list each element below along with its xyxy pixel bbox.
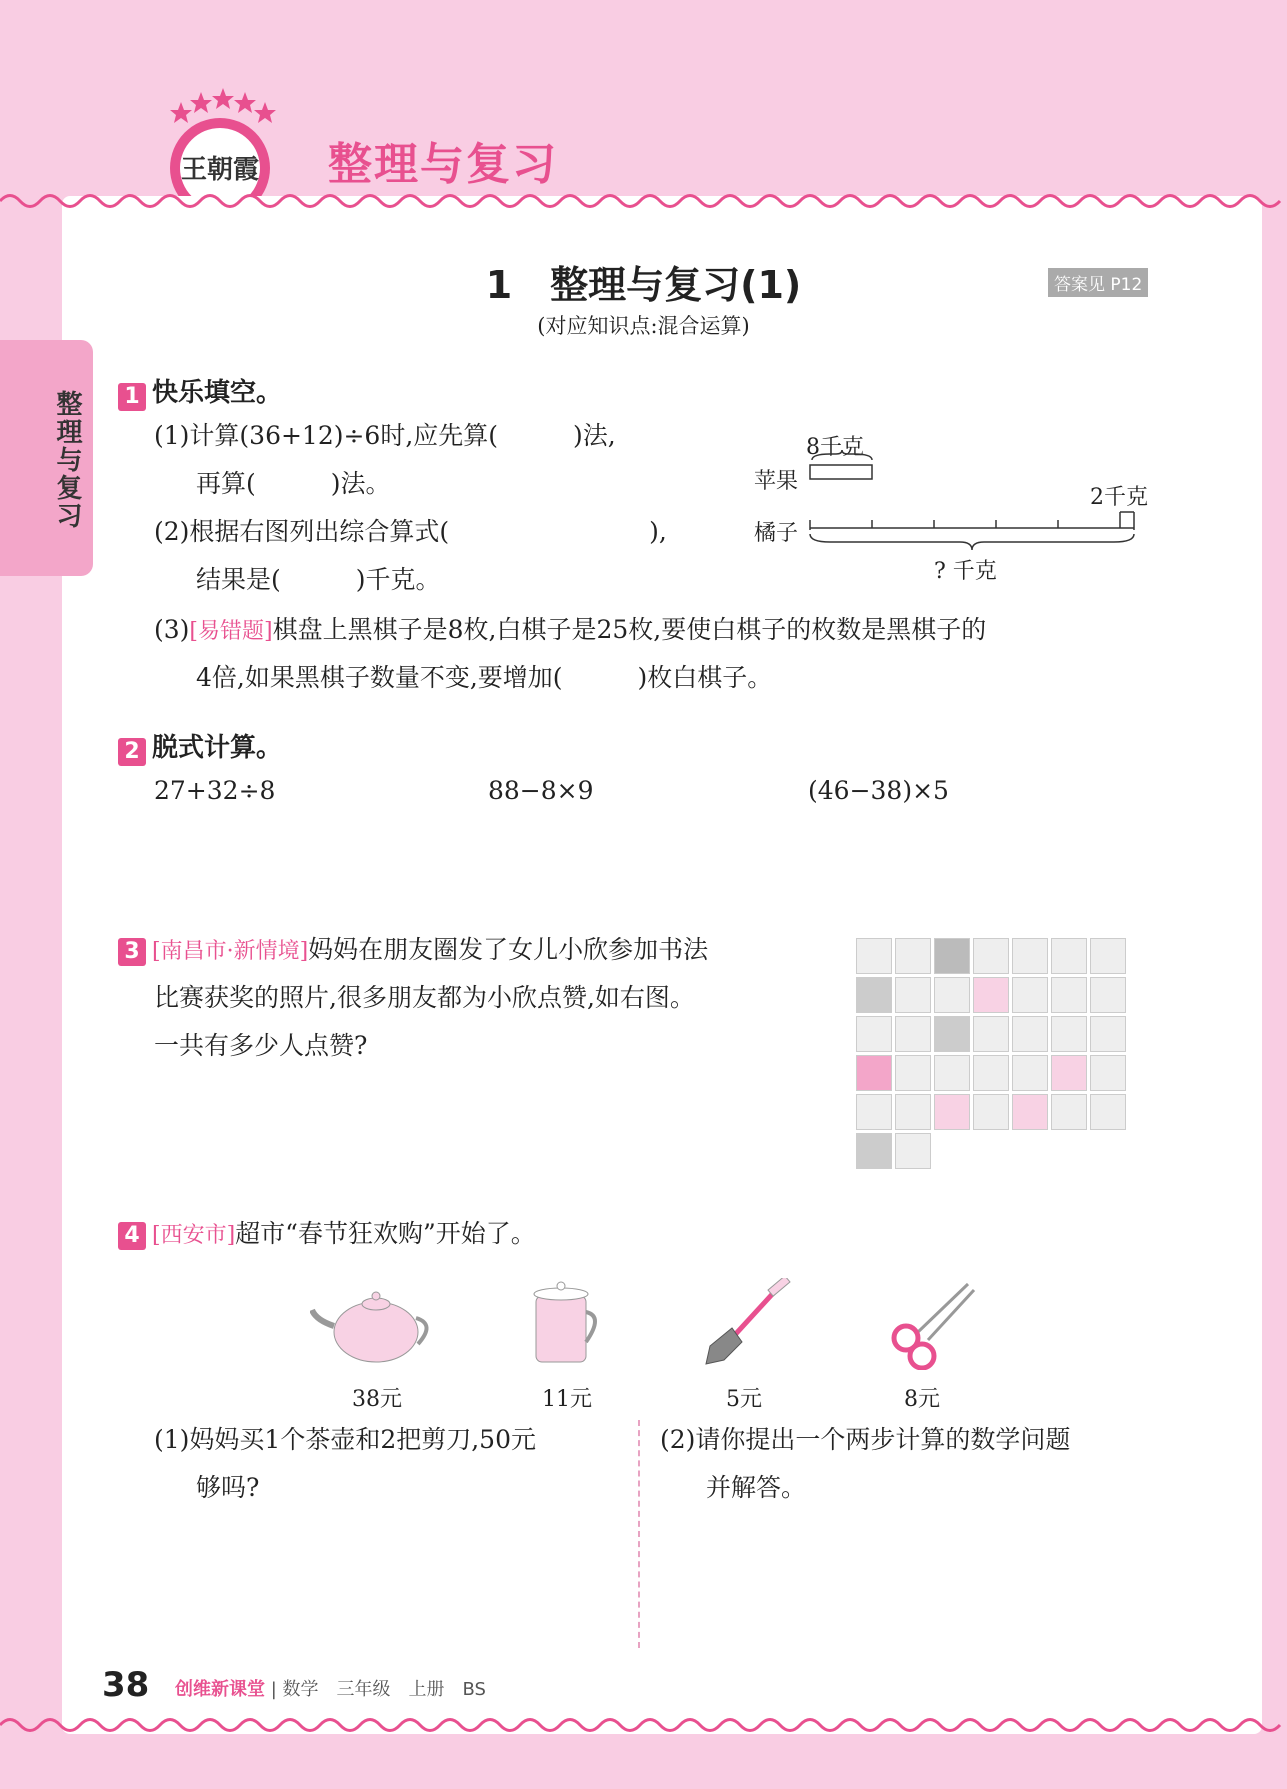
q4-part1-line1: (1)妈妈买1个茶壶和2把剪刀,50元 [154, 1425, 536, 1454]
orange-label: 橘子 [754, 521, 799, 546]
q4-part2-line2: 并解答。 [706, 1473, 807, 1502]
shovel-price: 5元 [726, 1387, 762, 1412]
line-segment-diagram [800, 450, 1140, 555]
q1-part1-line2: 再算( )法。 [196, 469, 391, 498]
lesson-title: 1 整理与复习(1) [485, 263, 802, 307]
part-prefix: (3) [154, 615, 190, 644]
question-3-line1 [118, 934, 708, 968]
question-heading: 脱式计算。 [152, 733, 283, 763]
cup-icon [528, 1278, 608, 1368]
question-number: 3 [118, 938, 146, 966]
total-weight-question: ? 千克 [934, 559, 997, 584]
teapot-icon [310, 1280, 440, 1370]
expression-1: 27+32÷8 [154, 776, 276, 805]
teapot-price: 38元 [352, 1387, 402, 1412]
q1-part3-line2: 4倍,如果黑棋子数量不变,要增加( )枚白棋子。 [196, 663, 773, 692]
shovel-icon [702, 1278, 802, 1370]
question-3-line2: 比赛获奖的照片,很多朋友都为小欣点赞,如右图。 [154, 983, 695, 1012]
region-tag: [西安市] [152, 1223, 236, 1248]
extra-weight-label: 2千克 [1090, 485, 1148, 510]
q4-part1-line2: 够吗? [196, 1473, 260, 1502]
svg-text:王朝霞: 王朝霞 [180, 155, 260, 185]
question-4-line [118, 1218, 536, 1252]
scissors-price: 8元 [904, 1387, 940, 1412]
q1-part1-line1: (1)计算(36+12)÷6时,应先算( )法, [154, 421, 616, 450]
question-2-header [118, 727, 282, 766]
q1-part2-line2: 结果是( )千克。 [196, 565, 441, 594]
expression-3: (46−38)×5 [808, 776, 949, 805]
page-number: 38 [102, 1665, 150, 1705]
expression-2: 88−8×9 [488, 776, 594, 805]
top-wave-border [0, 188, 1287, 214]
lesson-subtitle: (对应知识点:混合运算) [537, 314, 750, 338]
book-info [175, 1675, 486, 1701]
likes-avatar-grid [856, 938, 1132, 1174]
error-prone-tag: [易错题] [189, 619, 273, 644]
side-tab-label: 整理与复习 [52, 390, 82, 530]
scissors-icon [888, 1280, 978, 1370]
section-title: 整理与复习 [328, 139, 558, 190]
apple-label: 苹果 [754, 469, 799, 494]
question-3-text: 妈妈在朋友圈发了女儿小欣参加书法 [308, 935, 709, 964]
question-number: 4 [118, 1222, 146, 1250]
question-1-header [118, 372, 282, 411]
q1-part3-line1 [154, 614, 986, 648]
question-number: 2 [118, 738, 146, 766]
q4-part2-line1: (2)请你提出一个两步计算的数学问题 [660, 1425, 1071, 1454]
q1-part2-line1: (2)根据右图列出综合算式( ), [154, 517, 667, 546]
question-number: 1 [118, 383, 146, 411]
book-details: | 数学 三年级 上册 BS [270, 1679, 486, 1700]
bottom-wave-border [0, 1712, 1287, 1738]
question-3-line3: 一共有多少人点赞? [154, 1031, 368, 1060]
question-4-text: 超市“春节狂欢购”开始了。 [235, 1219, 536, 1248]
question-heading: 快乐填空。 [152, 378, 283, 408]
q1-part3-text: 棋盘上黑棋子是8枚,白棋子是25枚,要使白棋子的枚数是黑棋子的 [272, 615, 987, 644]
answer-reference-badge: 答案见 P12 [1048, 268, 1148, 297]
apple-weight-label: 8千克 [806, 435, 864, 460]
region-tag: [南昌市·新情境] [152, 939, 309, 964]
column-divider [638, 1420, 640, 1648]
cup-price: 11元 [542, 1387, 592, 1412]
brand-name: 创维新课堂 [175, 1679, 265, 1700]
